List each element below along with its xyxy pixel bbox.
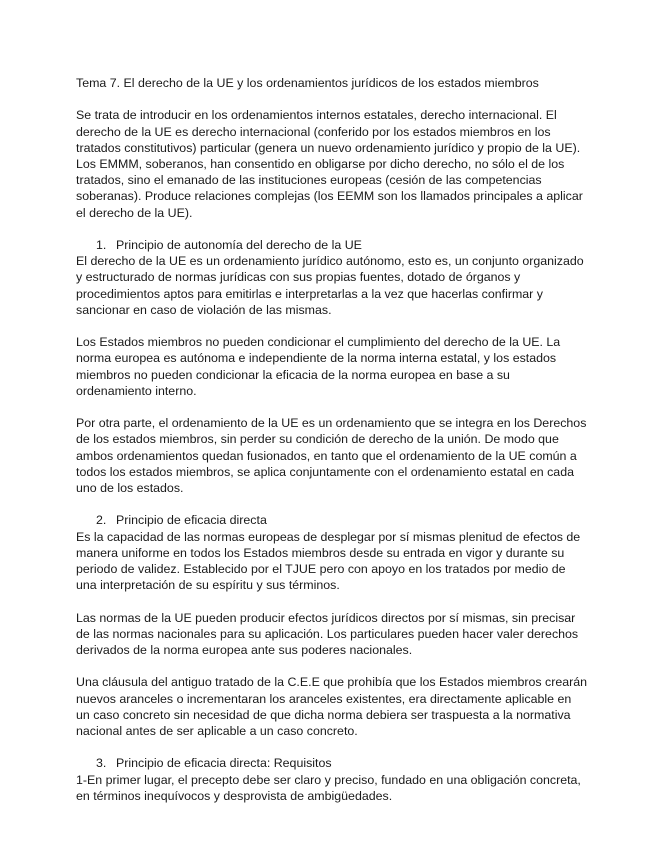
section-1-paragraph-2: Los Estados miembros no pueden condicionar el cumplimiento del derecho de la UE. La norma europea es autónoma e independiente de la norma interna estatal, y los estados miembros no pueden condicionar la eficacia de la norma europea en base a su ordenamiento interno. xyxy=(76,335,561,398)
section-heading-3 xyxy=(76,755,588,771)
section-heading-text: Principio de autonomía del derecho de la UE xyxy=(116,238,362,252)
document-page xyxy=(76,75,588,820)
section-heading-text: Principio de eficacia directa xyxy=(116,513,267,528)
section-number: 1. xyxy=(96,238,107,252)
section-3-paragraph-1: 1-En primer lugar, el precepto debe ser claro y preciso, fundado en una obligación concreta, en términos inequívocos y desprovista de ambigüedades. xyxy=(76,772,581,803)
section-number: 2. xyxy=(96,513,107,528)
document-title: Tema 7. El derecho de la UE y los ordenamientos jurídicos de los estados miembros xyxy=(76,76,539,90)
section-2-paragraph-3: Una cláusula del antiguo tratado de la C.E.E que prohibía que los Estados miembros crearán nuevos aranceles o incrementaran los aranceles existentes, era directamente aplicable en un caso concreto sin necesidad de que dicha norma debiera ser traspuesta a la normativa nacional antes de ser aplicable a un caso concreto. xyxy=(76,675,588,739)
section-2-paragraph-1: Es la capacidad de las normas europeas de desplegar por sí mismas plenitud de efectos de manera uniforme en todos los Estados miembros desde su entrada en vigor y durante su periodo de validez. Establecido por el TJUE pero con apoyo en los tratados por medio de una interpretación de su espíritu y sus términos. xyxy=(76,529,581,593)
section-1-paragraph-3: Por otra parte, el ordenamiento de la UE es un ordenamiento que se integra en los Derechos de los estados miembros, sin perder su condición de derecho de la unión. De modo que ambos ordenamientos quedan fusionados, en tanto que el ordenamiento de la UE común a todos los estados miembros, se aplica conjuntamente con el ordenamiento estatal en cada uno de los estados. xyxy=(76,416,587,496)
section-heading-1 xyxy=(76,237,588,253)
section-2-paragraph-2: Las normas de la UE pueden producir efectos jurídicos directos por sí mismas, sin precisar de las normas nacionales para su aplicación. Los particulares pueden hacer valer derechos derivados de la norma europea ante sus poderes nacionales. xyxy=(76,610,579,658)
section-heading-text: Principio de eficacia directa: Requisitos xyxy=(116,756,332,771)
section-number: 3. xyxy=(96,756,107,771)
section-heading-2 xyxy=(76,512,588,528)
section-1-paragraph-1: El derecho de la UE es un ordenamiento jurídico autónomo, esto es, un conjunto organizado y estructurado de normas jurídicas con sus propias fuentes, dotado de órganos y procedimientos aptos para emitirlas e interpretarlas a la vez que hacerlas confirmar y sancionar en caso de violación de las mismas. xyxy=(76,254,584,317)
intro-paragraph: Se trata de introducir en los ordenamientos internos estatales, derecho internacional. El derecho de la UE es derecho internacional (conferido por los estados miembros en los tratados constitutivos) particular (genera un nuevo ordenamiento jurídico y propio de la UE). Los EMMM, soberanos, han consentido en obligarse por dicho derecho, no sólo el de los tratados, sino el emanado de las instituciones europeas (cesión de las competencias soberanas). Produce relaciones complejas (los EEMM son los llamados principales a aplicar el derecho de la UE). xyxy=(76,108,583,220)
